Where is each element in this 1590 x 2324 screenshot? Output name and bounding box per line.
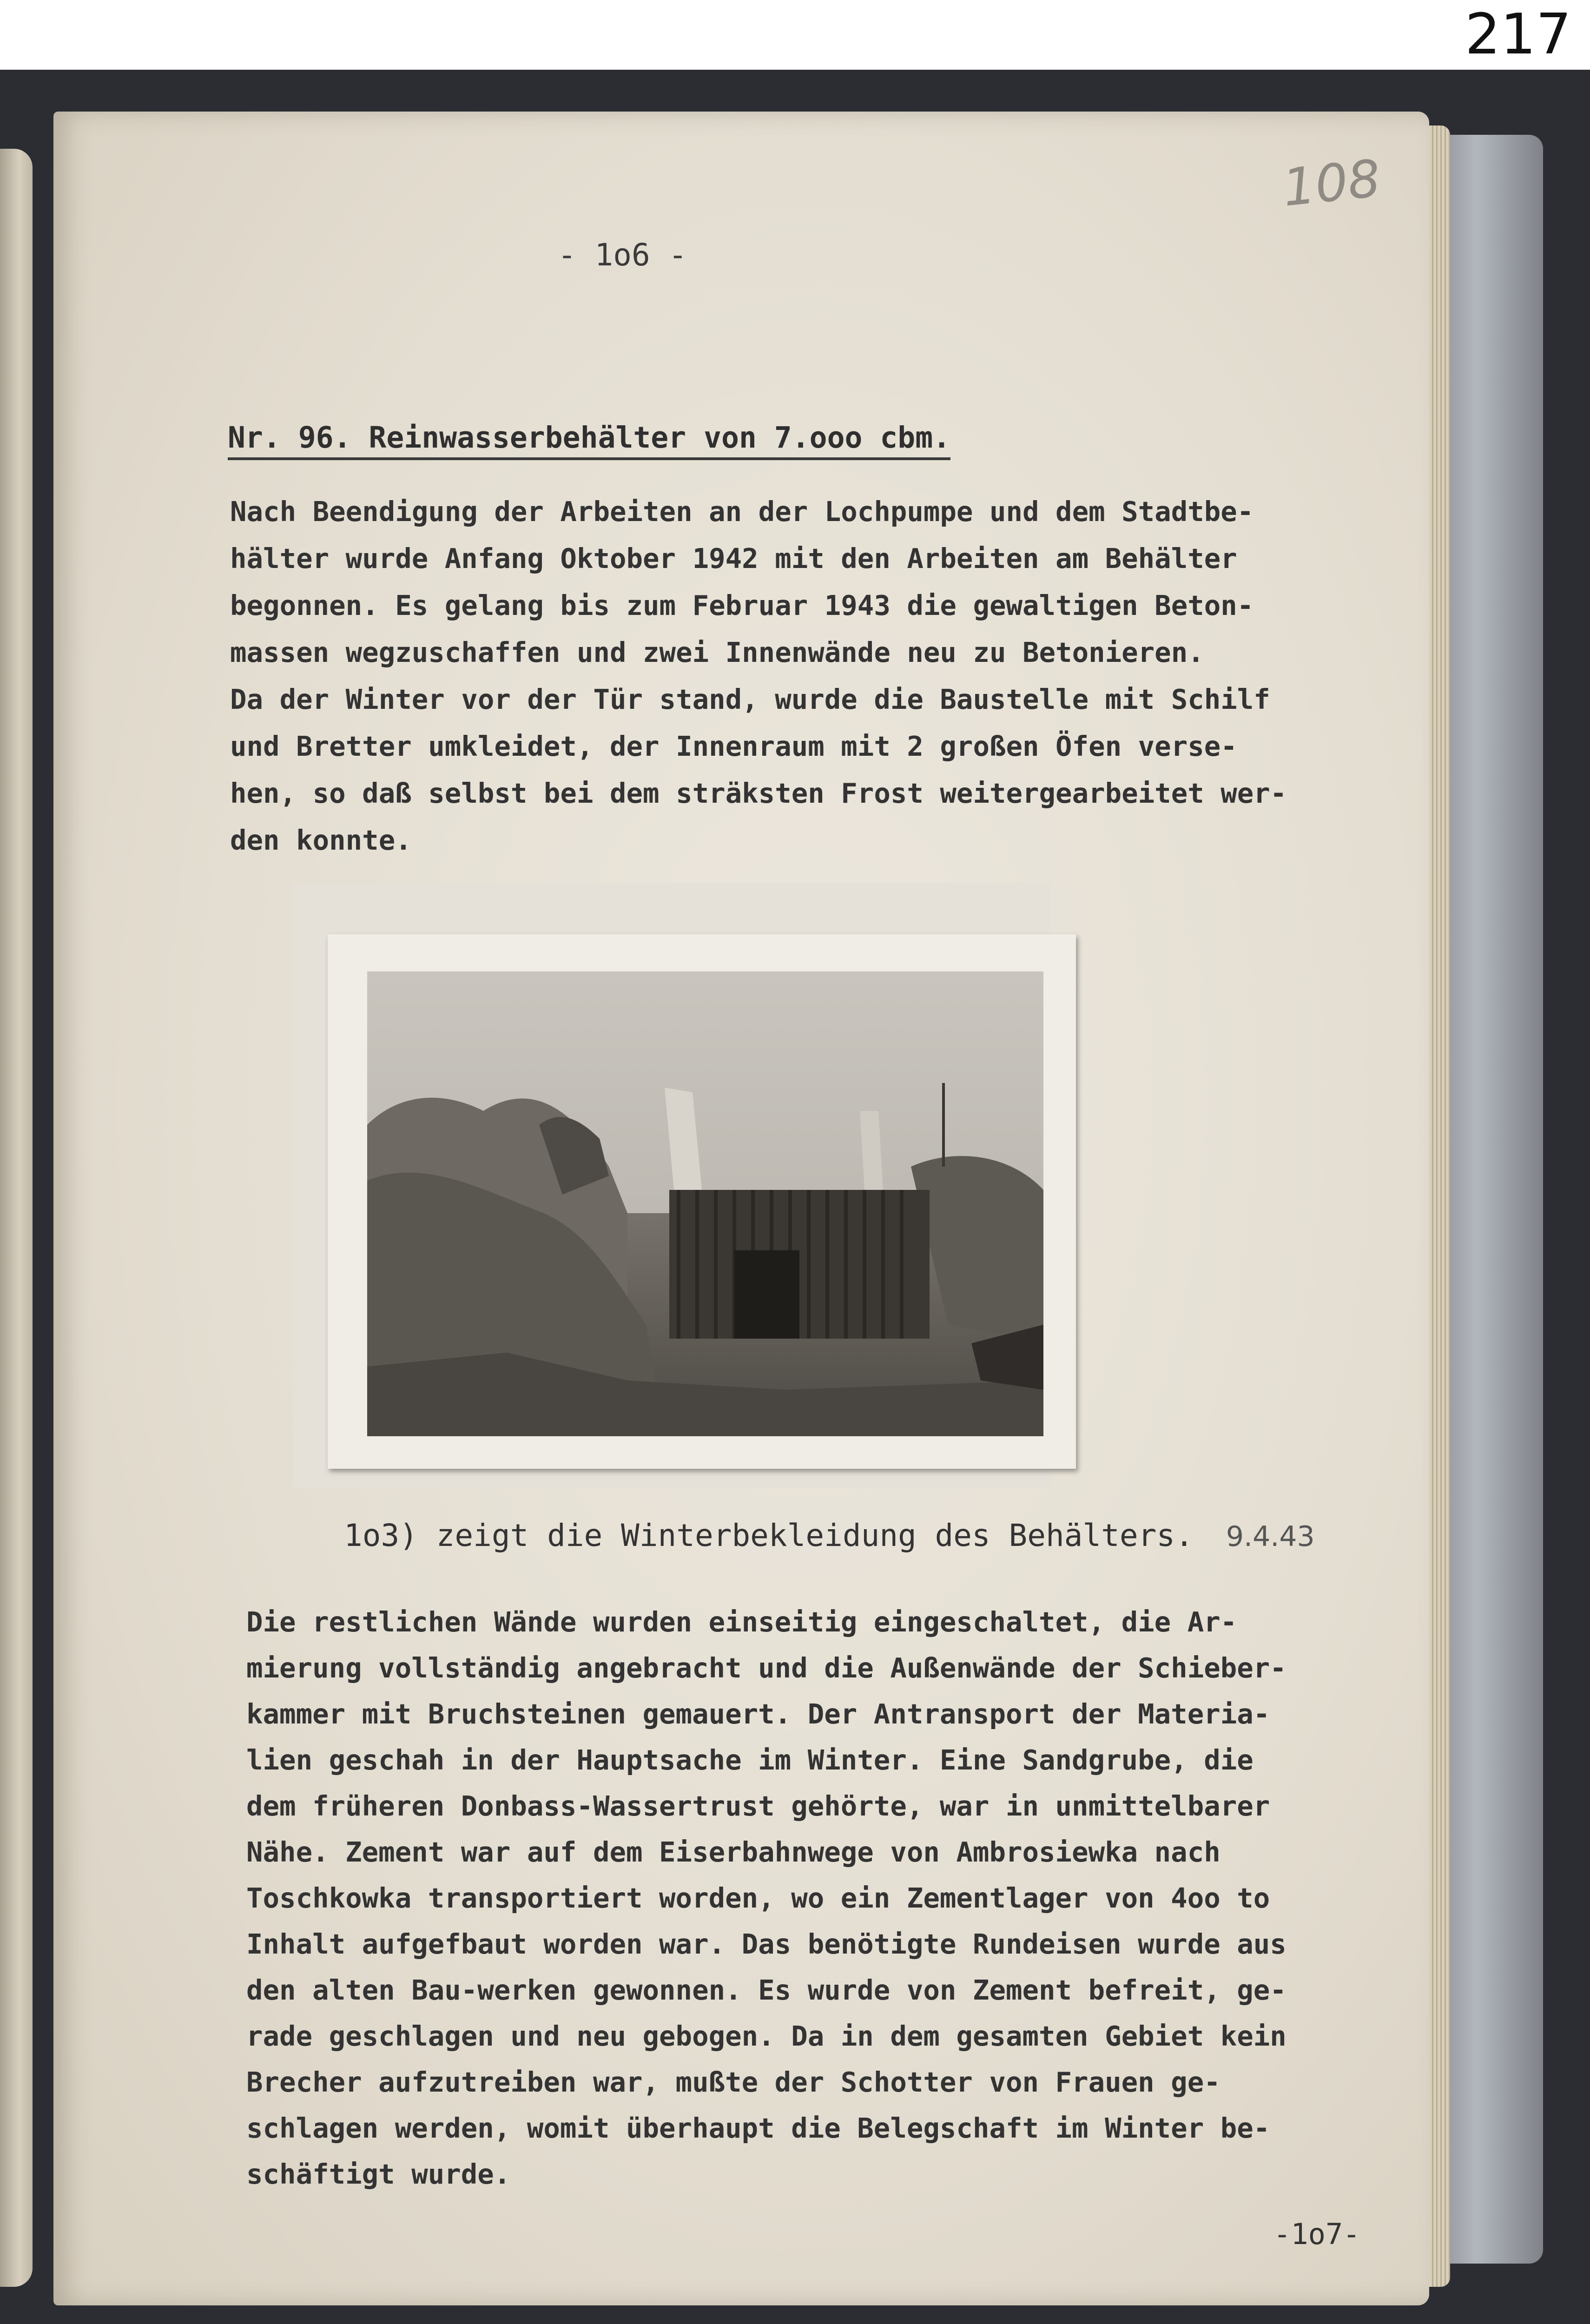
text-line: Da der Winter vor der Tür stand, wurde die Baustelle mit Schilf	[230, 683, 1270, 715]
construction-photo-image	[367, 971, 1043, 1436]
text-line: Inhalt aufgefbaut worden war. Das benötigte Rundeisen wurde aus	[246, 1928, 1287, 1960]
text-line: massen wegzuschaffen und zwei Innenwände neu zu Betonieren.	[230, 636, 1204, 668]
text-line: hen, so daß selbst bei dem sträksten Frost weitergearbeitet wer-	[230, 777, 1287, 809]
section-heading: Nr. 96. Reinwasserbehälter von 7.ooo cbm.	[228, 421, 950, 460]
photo-caption	[344, 1518, 1315, 1553]
text-line: rade geschlagen und neu gebogen. Da in dem gesamten Gebiet kein	[246, 2020, 1287, 2052]
caption-date: 9.4.43	[1226, 1520, 1315, 1553]
text-line: Die restlichen Wände wurden einseitig eingeschaltet, die Ar-	[246, 1606, 1237, 1638]
text-line: schlagen werden, womit überhaupt die Belegschaft im Winter be-	[246, 2112, 1270, 2144]
caption-text: 1o3) zeigt die Winterbekleidung des Behälters.	[344, 1518, 1194, 1553]
text-line: Brecher aufzutreiben war, mußte der Schotter von Frauen ge-	[246, 2066, 1221, 2098]
scan-number: 217	[1465, 2, 1571, 67]
folio-number: 108	[1280, 148, 1384, 218]
text-line: und Bretter umkleidet, der Innenraum mit 2 großen Öfen verse-	[230, 730, 1237, 762]
paragraph-1	[230, 488, 1287, 864]
text-line: mierung vollständig angebracht und die Außenwände der Schieber-	[246, 1652, 1287, 1684]
paragraph-2	[246, 1599, 1287, 2197]
text-line: Toschkowka transportiert worden, wo ein Zementlager von 4oo to	[246, 1882, 1270, 1914]
text-line: Nähe. Zement war auf dem Eiserbahnwege von Ambrosiewka nach	[246, 1836, 1221, 1868]
text-line: dem früheren Donbass-Wassertrust gehörte, war in unmittelbarer	[246, 1790, 1270, 1822]
construction-photo	[367, 971, 1043, 1436]
text-line: schäftigt wurde.	[246, 2158, 511, 2190]
text-line: hälter wurde Anfang Oktober 1942 mit den Arbeiten am Behälter	[230, 542, 1237, 574]
text-line: lien geschah in der Hauptsache im Winter. Eine Sandgrube, die	[246, 1744, 1254, 1776]
text-line: begonnen. Es gelang bis zum Februar 1943 die gewaltigen Beton-	[230, 589, 1254, 621]
text-line: kammer mit Bruchsteinen gemauert. Der Antransport der Materia-	[246, 1698, 1270, 1730]
facing-page-edge	[0, 149, 33, 2287]
text-line: Nach Beendigung der Arbeiten an der Lochpumpe und dem Stadtbe-	[230, 495, 1254, 528]
page-number-top: - 1o6 -	[558, 237, 687, 273]
text-line: den konnte.	[230, 824, 412, 856]
page-footer-number: -1o7-	[1273, 2217, 1360, 2251]
text-line: den alten Bau-werken gewonnen. Es wurde von Zement befreit, ge-	[246, 1974, 1287, 2006]
